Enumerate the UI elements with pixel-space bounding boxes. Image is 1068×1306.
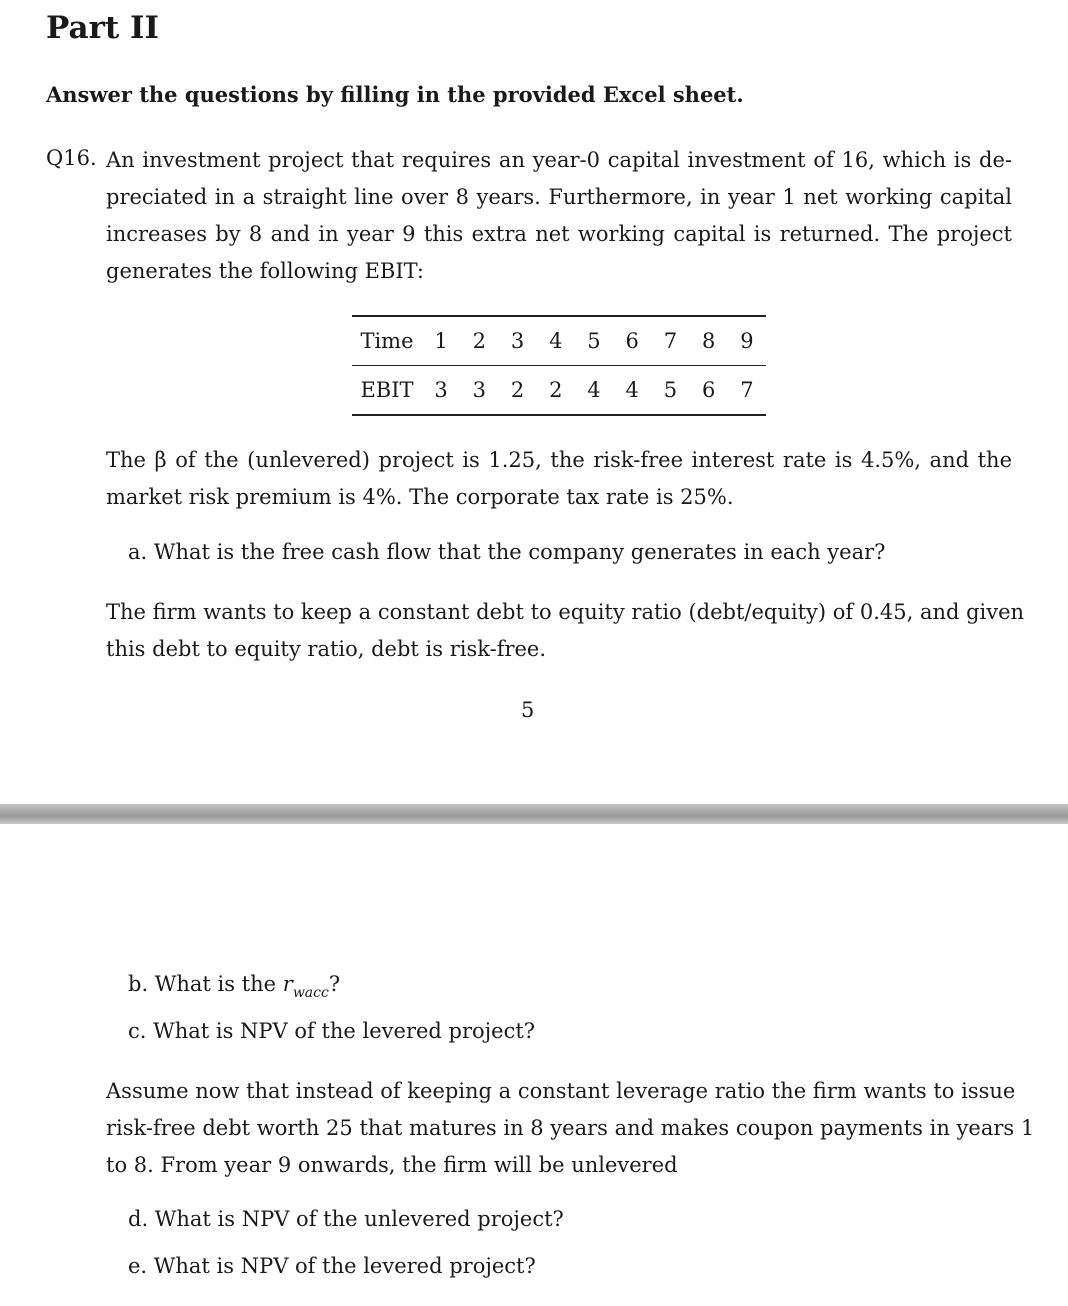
intro-line: An investment project that requires an year-0 capital investment of 16, which is de-	[106, 148, 1012, 172]
wacc-subscript: wacc	[292, 985, 329, 1001]
ebit-cell: 4	[613, 366, 651, 416]
ebit-cell: 2	[498, 366, 536, 416]
time-cell: 4	[537, 316, 575, 366]
question-e: e. What is NPV of the levered project?	[128, 1254, 536, 1278]
ebit-cell: 5	[651, 366, 689, 416]
row-label-ebit: EBIT	[352, 366, 422, 416]
question-intro	[106, 142, 1012, 290]
ebit-cell: 3	[460, 366, 498, 416]
assume-line: risk-free debt worth 25 that matures in 8 years and makes coupon payments in years 1	[106, 1116, 1035, 1140]
page-title: Part II	[46, 10, 160, 46]
time-cell: 2	[460, 316, 498, 366]
ebit-cell: 6	[690, 366, 728, 416]
table-row-time	[352, 316, 766, 366]
debt-line: this debt to equity ratio, debt is risk-free.	[106, 637, 547, 661]
time-cell: 9	[728, 316, 766, 366]
intro-line: generates the following EBIT:	[106, 259, 424, 283]
time-cell: 6	[613, 316, 651, 366]
beta-paragraph	[106, 442, 1012, 516]
intro-line: increases by 8 and in year 9 this extra net working capital is returned. The project	[106, 222, 1012, 246]
beta-line: The β of the (unlevered) project is 1.25, the risk-free interest rate is 4.5%, and the	[106, 448, 1012, 472]
question-b-suffix: ?	[328, 972, 341, 996]
debt-line: The firm wants to keep a constant debt to equity ratio (debt/equity) of 0.45, and given	[106, 600, 1025, 624]
time-cell: 1	[422, 316, 460, 366]
question-label: Q16.	[46, 146, 97, 170]
time-cell: 7	[651, 316, 689, 366]
question-c: c. What is NPV of the levered project?	[128, 1019, 536, 1043]
question-a: a. What is the free cash flow that the company generates in each year?	[128, 540, 886, 564]
time-cell: 8	[690, 316, 728, 366]
r-symbol: r	[282, 972, 293, 996]
question-d: d. What is NPV of the unlevered project?	[128, 1207, 564, 1231]
time-cell: 5	[575, 316, 613, 366]
row-label-time: Time	[352, 316, 422, 366]
ebit-table	[352, 315, 766, 416]
page-number: 5	[521, 698, 535, 722]
assume-paragraph	[106, 1073, 1035, 1184]
ebit-cell: 7	[728, 366, 766, 416]
question-b	[128, 972, 340, 1001]
assume-line: to 8. From year 9 onwards, the firm will be unlevered	[106, 1153, 678, 1177]
beta-line: market risk premium is 4%. The corporate tax rate is 25%.	[106, 485, 734, 509]
assume-line: Assume now that instead of keeping a constant leverage ratio the firm wants to issue	[106, 1079, 1016, 1103]
question-b-prefix: b. What is the	[128, 972, 283, 996]
ebit-cell: 2	[537, 366, 575, 416]
table-row-ebit	[352, 366, 766, 416]
ebit-cell: 3	[422, 366, 460, 416]
debt-paragraph	[106, 594, 1025, 668]
time-cell: 3	[498, 316, 536, 366]
page-divider	[0, 804, 1068, 824]
instructions: Answer the questions by filling in the provided Excel sheet.	[46, 82, 744, 107]
ebit-cell: 4	[575, 366, 613, 416]
intro-line: preciated in a straight line over 8 years. Furthermore, in year 1 net working capital	[106, 185, 1012, 209]
